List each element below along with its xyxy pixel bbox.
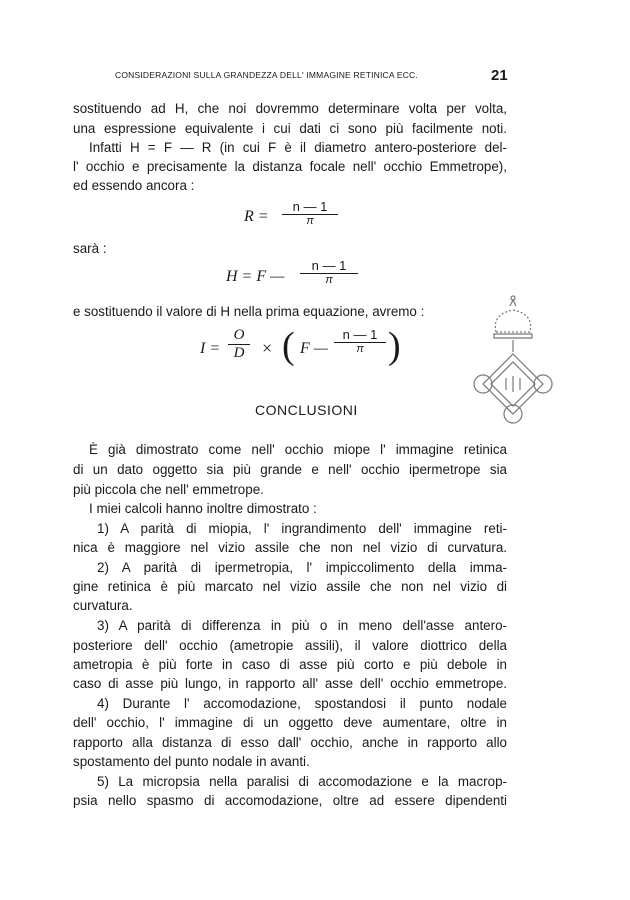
eq3-numerator: n — 1 — [342, 327, 378, 342]
eq3-paren-open: ( — [282, 325, 295, 367]
section-title: CONCLUSIONI — [255, 402, 358, 418]
body-line: ed essendo ancora : — [73, 178, 195, 193]
body-line: dell' occhio, l' immagine di un oggetto deve aumentare, oltre in — [73, 715, 507, 730]
body-line: 1) A parità di miopia, l' ingrandimento dell' immagine reti- — [97, 521, 507, 536]
body-line: sostituendo ad H, che noi dovremmo determinare volta per volta, — [73, 101, 507, 116]
library-stamp-emblem — [466, 292, 558, 432]
eq3-o-over-d — [228, 327, 250, 362]
body-line: psia nello spasmo di accomodazione, oltre ad essere dipendenti — [73, 793, 507, 808]
body-line: curvatura. — [73, 598, 133, 613]
body-line: sarà : — [73, 241, 107, 256]
eq3-denominator: π — [356, 343, 364, 355]
eq3-times: × — [262, 338, 273, 358]
body-line: caso di asse più lungo, in rapporto all' asse dell' occhio emmetrope. — [73, 676, 507, 691]
body-line: I miei calcoli hanno inoltre dimostrato : — [89, 501, 317, 516]
eq1-fraction — [282, 199, 338, 227]
eq1-denominator: π — [306, 215, 314, 227]
body-line: ametropia è più forte in caso di asse più corto e più debole in — [73, 657, 507, 672]
eq3-d: D — [233, 345, 245, 361]
body-line: 4) Durante l' accomodazione, spostandosi il punto nodale — [97, 696, 507, 711]
body-line: 2) A parità di ipermetropia, l' impiccolimento della imma- — [97, 560, 507, 575]
eq2-denominator: π — [325, 274, 333, 286]
running-header: CONSIDERAZIONI SULLA GRANDEZZA DELL' IMMAGINE RETINICA ECC. — [115, 70, 418, 80]
body-line: È già dimostrato come nell' occhio miope l' immagine retinica — [89, 442, 507, 457]
eq3-f: F — — [300, 340, 328, 357]
eq2-fraction — [300, 258, 358, 286]
eq3-paren-close: ) — [388, 325, 401, 367]
eq3-o: O — [233, 327, 245, 343]
body-line: 3) A parità di differenza in più o in meno dell'asse antero- — [97, 618, 507, 633]
eq1-lhs: R = — [244, 208, 269, 225]
eq2-lhs: H = F — — [226, 268, 285, 285]
body-line: più piccola che nell' emmetrope. — [73, 482, 264, 497]
body-line: nica è maggiore nel vizio assile che non nel vizio di curvatura. — [73, 540, 507, 555]
body-line: 5) La micropsia nella paralisi di accomodazione e la macrop- — [97, 774, 507, 789]
eq3-fraction — [334, 327, 386, 355]
eq3-lhs: I = — [200, 340, 221, 357]
body-line: l' occhio e precisamente la distanza focale nell' occhio Emmetrope), — [73, 159, 507, 174]
body-line: gine retinica è più marcato nel vizio assile che non nel vizio di — [73, 579, 507, 594]
body-line: spostamento del punto nodale in avanti. — [73, 754, 310, 769]
body-line: rapporto alla distanza di esso dall' occhio, anche in rapporto allo — [73, 735, 507, 750]
body-line: e sostituendo il valore di H nella prima equazione, avremo : — [73, 304, 425, 319]
body-line: posteriore dell' occhio (ametropie assili), il valore diottrico della — [73, 638, 507, 653]
body-line: Infatti H = F — R (in cui F è il diametro antero-posteriore del- — [89, 140, 507, 155]
page-number: 21 — [491, 67, 508, 84]
eq2-numerator: n — 1 — [311, 258, 347, 273]
body-line: una espressione equivalente i cui dati ci sono più facilmente noti. — [73, 121, 507, 136]
body-line: di un dato oggetto sia più grande e nell' occhio ipermetrope sia — [73, 462, 507, 477]
eq1-numerator: n — 1 — [292, 199, 328, 214]
